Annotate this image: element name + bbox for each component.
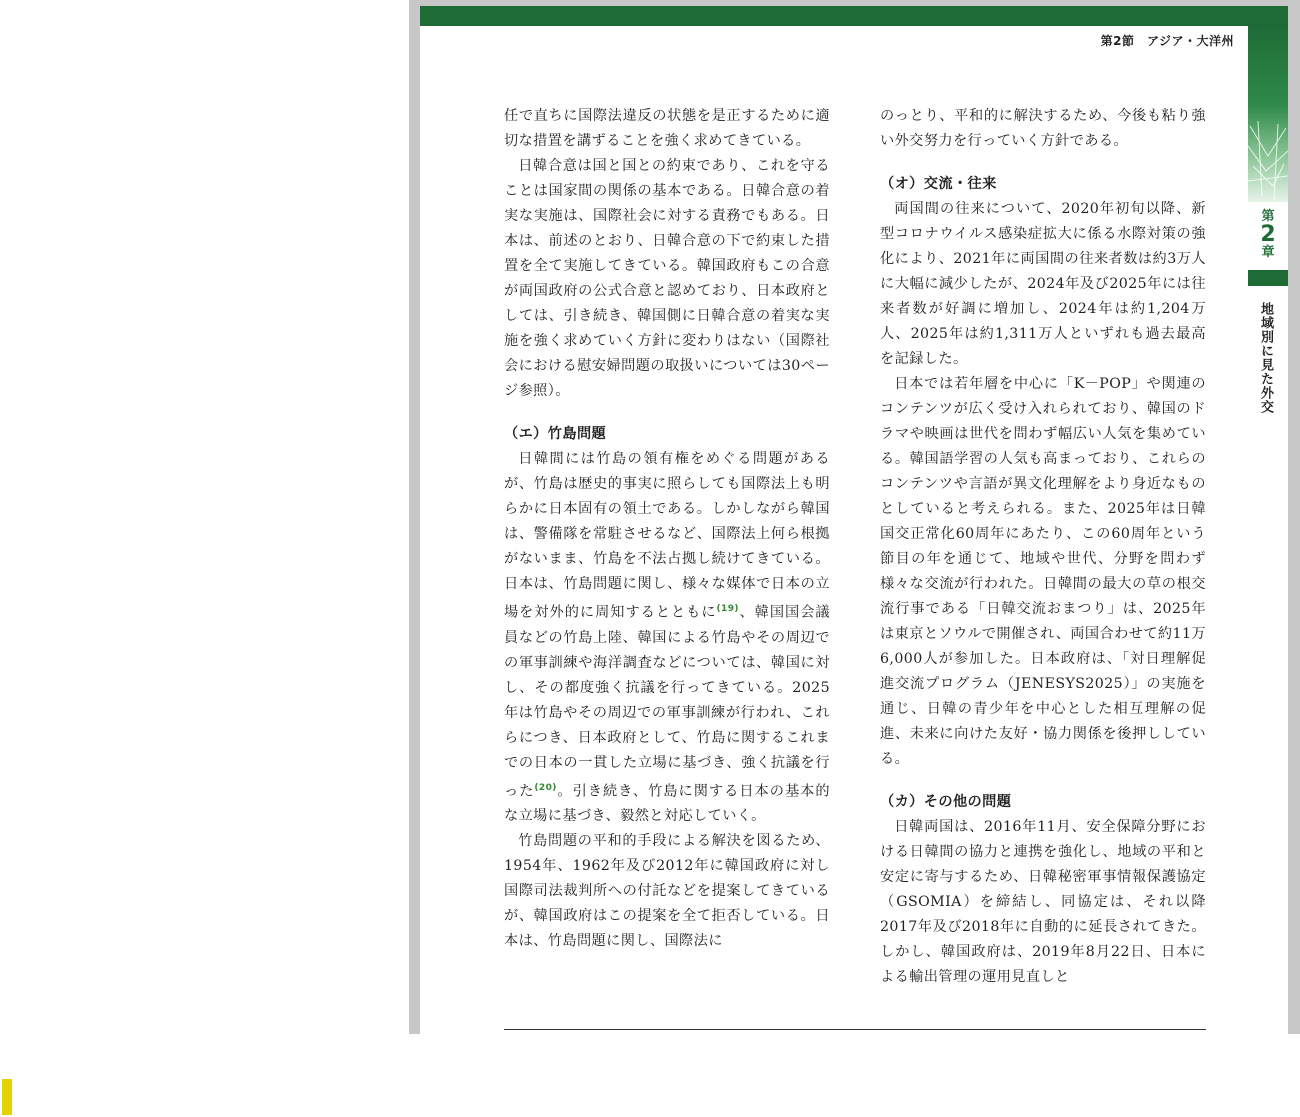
chapter-divider-bar: [1248, 270, 1288, 286]
paragraph-text: 日韓間には竹島の領有権をめぐる問題があるが、竹島は歴史的事実に照らしても国際法上も明らかに日本固有の領土である。しかしながら韓国は、警備隊を常駐させるなど、国際法上何ら根拠がないまま、竹島を不法占拠し続けてきている。日本は、竹島問題に関し、様々な媒体で日本の立場を対外的に周知するとともに: [504, 451, 830, 621]
paragraph-text: 。引き続き、竹島に関する日本の基本的な立場に基づき、毅然と対応していく。: [504, 783, 830, 825]
paragraph: 両国間の往来について、2020年初旬以降、新型コロナウイルス感染症拡大に係る水際対策の強化により、2021年に両国間の往来者数は約3万人に大幅に減少したが、2024年及び2025年には往来者数が好調に増加し、2024年は約1,204万人、2025年は約1,311万人といずれも過去最高を記録した。: [880, 201, 1206, 367]
paragraph: [504, 447, 830, 829]
document-page: [420, 6, 1288, 1034]
chapter-suffix: 章: [1261, 245, 1275, 260]
chapter-tab-decoration: [1248, 26, 1288, 202]
paragraph: 日韓両国は、2016年11月、安全保障分野における日韓間の協力と連携を強化し、地域の平和と安定に寄与するため、日韓秘密軍事情報保護協定（GSOMIA）を締結し、同協定は、それ以降2017年及び2018年に自動的に延長されてきた。しかし、韓国政府は、2019年8月22日、日本による輸出管理の運用見直しと: [880, 819, 1206, 985]
chapter-side-title: 地域別に見た外交: [1258, 302, 1273, 414]
paragraph: 任で直ちに国際法違反の状態を是正するために適切な措置を講ずることを強く求めてきている。: [504, 108, 830, 149]
footnote-ref-20[interactable]: (20): [534, 782, 557, 793]
section-heading-exchange: （オ）交流・往来: [880, 176, 997, 192]
section-heading-takeshima: （エ）竹島問題: [504, 426, 607, 442]
paragraph-text: 、韓国国会議員などの竹島上陸、韓国による竹島やその周辺での軍事訓練や海洋調査などについては、韓国に対し、その都度強く抗議を行ってきている。2025年は竹島やその周辺での軍事訓練が行われ、これらにつき、日本政府として、竹島に関するこれまでの日本の一貫した立場に基づき、強く抗議を行った: [504, 604, 830, 800]
chapter-label: [1248, 210, 1288, 260]
scroll-marker: [2, 1079, 12, 1115]
footnote-ref-19[interactable]: (19): [716, 604, 739, 614]
right-text-column: [880, 104, 1206, 990]
paragraph: 竹島問題の平和的手段による解決を図るため、1954年、1962年及び2012年に韓国政府に対し国際司法裁判所への付託などを提案してきているが、韓国政府はこの提案を全て拒否している。日本は、竹島問題に関し、国際法に: [504, 833, 830, 950]
left-text-column: [504, 104, 830, 954]
chapter-prefix: 第: [1261, 209, 1275, 224]
running-header: 第2節 アジア・大洋州: [1100, 34, 1234, 48]
paragraph: 日本では若年層を中心に「K－POP」や関連のコンテンツが広く受け入れられており、韓国のドラマや映画は世代を問わず幅広い人気を集めている。韓国語学習の人気も高まっており、これらのコンテンツや言語が異文化理解をより身近なものとしていると考えられる。また、2025年は日韓国交正常化60周年にあたり、この60周年という節目の年を通じて、地域や世代、分野を問わず様々な交流が行われた。日韓間の最大の草の根交流行事である「日韓交流おまつり」は、2025年は東京とソウルで開催され、両国合わせて約11万6,000人が参加した。日本政府は、「対日理解促進交流プログラム（JENESYS2025）」の実施を通じ、日韓の青少年を中心とした相互理解の促進、未来に向けた友好・協力関係を後押ししている。: [880, 376, 1206, 767]
header-color-bar: [420, 6, 1288, 26]
paragraph: のっとり、平和的に解決するため、今後も粘り強い外交努力を行っていく方針である。: [880, 108, 1206, 149]
chapter-number: 2: [1260, 222, 1276, 247]
paragraph: 日韓合意は国と国との約束であり、これを守ることは国家間の関係の基本である。日韓合意の着実な実施は、国際社会に対する責務でもある。日本は、前述のとおり、日韓合意の下で約束した措置を全て実施してきている。韓国政府もこの合意が両国政府の公式合意と認めており、日本政府としては、引き続き、韓国側に日韓合意の着実な実施を強く求めていく方針に変わりはない（国際社会における慰安婦問題の取扱いについては30ページ参照）。: [504, 158, 830, 399]
section-heading-other-issues: （カ）その他の問題: [880, 794, 1012, 810]
abstract-pattern-icon: [1248, 116, 1288, 202]
footnote-divider-line: [504, 1029, 1206, 1030]
